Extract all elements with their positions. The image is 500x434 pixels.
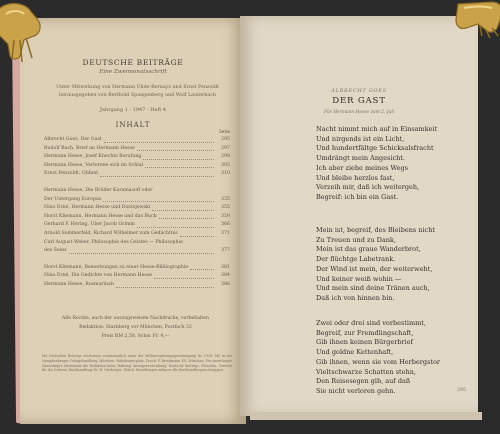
toc-entry-title: Ernst Penzoldt, Olifant: [44, 171, 99, 177]
toc-entry: [44, 281, 230, 290]
toc-leader-dots: [154, 278, 214, 279]
toc-entry: [44, 221, 230, 230]
toc-entry-title: Horst Kliemann, Hermann Hesse und das Buch: [44, 213, 157, 219]
gold-hand-clip-icon: [0, 0, 58, 64]
rights-block: [48, 314, 223, 341]
poem-line: Mein ist das graue Wanderbrot,: [316, 245, 421, 254]
toc-entry-title: Carl August Weber, Philosophie des Geistes — Philosophie: [44, 239, 183, 245]
toc-entry: [44, 153, 230, 162]
toc-entry: [44, 239, 230, 248]
toc-group: [44, 136, 230, 179]
toc-entry: [44, 196, 230, 205]
toc-entry: [44, 162, 230, 171]
toc-entry-page: 335: [221, 196, 230, 202]
poem-line: Gib ihnen keinen Bürgerbrief: [316, 338, 413, 347]
page-number: 295: [457, 388, 466, 393]
journal-subtitle: Eine Zweimonatsschrift: [99, 69, 167, 75]
toc-entry-page: 299: [221, 154, 230, 160]
right-page: [240, 16, 478, 416]
poem-author: ALBRECHT GOES: [331, 88, 387, 94]
gold-hand-clip-icon: [452, 0, 500, 40]
toc-group: [44, 187, 230, 256]
poem-line: Der flüchtge Labetrank.: [316, 255, 396, 264]
poem-line: Gib ihnen, wenn sie vom Herbergstor: [316, 357, 440, 366]
toc-entry-title: Hermann Hesse, Josef Knechts Berufung: [44, 154, 142, 160]
toc-entry-page: 305: [221, 162, 230, 168]
toc-entry: [44, 230, 230, 239]
page-stack-edge: [250, 412, 482, 420]
toc-leader-dots: [152, 210, 214, 211]
poem-line: Ich aber ziehe meines Wegs: [316, 163, 408, 172]
poem-line: Und keiner weiß wohin —: [316, 274, 402, 283]
poem-line: Daß ich von hinnen bin.: [316, 293, 395, 302]
poem-line: Begreif, zur Fremdlingschaft,: [316, 328, 414, 337]
poem-line: Vieltschwarze Schatten stehn,: [316, 367, 416, 376]
toc-leader-dots: [145, 167, 214, 168]
toc-entry: [44, 145, 230, 154]
toc-leader-dots: [69, 253, 214, 254]
rights-line: Alle Rechte, auch der auszugsweisen Nachdrucks, vorbehalten: [62, 316, 209, 321]
poem-title: DER GAST: [332, 96, 386, 106]
toc-leader-dots: [137, 227, 214, 228]
poem-line: Mein ist, begreif, des Bleibens nicht: [316, 226, 435, 234]
poem-line: Verzeih mir, daß ich weitergeh,: [316, 183, 420, 192]
toc-entry-title: Hermann Hesse, Die Brüder Karamasoff oder: [44, 187, 153, 193]
toc-entry: [44, 264, 230, 273]
toc-entry-page: 297: [221, 145, 230, 151]
poem-line: Und mein sind deine Tränen auch,: [316, 284, 430, 293]
poem-line: Und hundertfältge Schicksalsfracht: [316, 144, 434, 153]
toc-group: [44, 264, 230, 290]
toc-entry: [44, 187, 230, 196]
toc-entry-page: 386: [221, 281, 230, 287]
poem-line: Und bleibe herzlos fast,: [316, 173, 395, 182]
toc-entry: [44, 136, 230, 145]
editors: [50, 84, 225, 100]
toc-entry-title: Hermann Hesse, Rosmarinah: [44, 281, 114, 287]
poem-line: Nacht nimmt mich auf in Einsamkeit: [316, 125, 438, 133]
toc-entry-title: Nino Erné, Hermann Hesse und Dostojewski: [44, 205, 151, 211]
journal-title: DEUTSCHE BEITRÄGE: [82, 58, 184, 67]
poem-stanza: [316, 319, 440, 397]
toc-entry-title: des Seins: [44, 248, 67, 254]
toc-entry: [44, 272, 230, 281]
toc-entry: [44, 247, 230, 256]
toc-entry-title: Rudolf Bach, Brief an Hermann Hesse: [44, 145, 135, 151]
poem-line: Und goldne Kettenhaft,: [316, 348, 394, 357]
toc-entry-title: Der Untergang Europas: [44, 196, 102, 202]
toc-column-heading: Seite: [218, 130, 230, 135]
toc-entry-title: Arnold Sommerfeld, Richard Wilhelmer zum Gedächtnis: [44, 230, 178, 236]
toc-entry: [44, 204, 230, 213]
toc-entry-page: 381: [221, 264, 230, 270]
toc-entry-title: Hermann Hesse, Verlorene sich im Schlaf: [44, 162, 144, 168]
table-of-contents: [44, 130, 230, 290]
toc-leader-dots: [116, 287, 214, 288]
toc-leader-dots: [180, 236, 214, 237]
editors-line: Unter Mitwirkung von Hermann Uhde-Bernays und Ernst Penzoldt: [56, 85, 219, 90]
toc-entry-title: Nino Erné, Die Gedichte von Hermann Hesse: [44, 273, 152, 279]
toc-entry-title: Horst Kliemann, Bemerkungen zu einer Hesse-Bibliographie: [44, 264, 189, 270]
poem-dedication: Für Hermann Hesse zum 2. Juli: [323, 110, 395, 115]
toc-entry-page: 359: [221, 213, 230, 219]
toc-entry: [44, 213, 230, 222]
toc-leader-dots: [100, 176, 214, 177]
toc-entry-page: 355: [221, 205, 230, 211]
editors-line: herausgegeben von Berthold Spangenberg und Wolf Lauterbach: [59, 92, 216, 98]
poem-stanza: [316, 226, 435, 304]
toc-leader-dots: [190, 269, 214, 270]
poem-stanza: [316, 125, 437, 203]
toc-leader-dots: [137, 150, 214, 151]
price-line: Preis RM 2,50, Schw. Fr. 4,—: [101, 334, 170, 339]
address-line: Redaktion: Starnberg vor München, Postfach 32: [79, 325, 192, 330]
poem-line: Begreif: ich bin ein Gast.: [316, 192, 399, 201]
toc-entry-page: 377: [221, 248, 230, 254]
contents-heading: INHALT: [115, 121, 151, 129]
poem-line: Umdrängt mein Angesicht.: [316, 154, 405, 163]
left-page: [20, 18, 246, 424]
toc-entry-title: Albrecht Goes, Der Gast: [44, 137, 102, 142]
imprint-footnote: Die Deutschen Beiträge erscheinen zweimonatlich unter der Militärregierungsgenehmigung Nr. US-E 149 in der Nymphenburger Verlagshandlung, München, Habsburgerplatz. Druck: F. Bruckmann KG, München. Für unverlangte Manuskripte übernimmt die Redaktion keine Haftung. Anzeigenverwaltung: Deutsche Beiträge, München. Vertrieb für die Schweiz: Buchhandlung Dr. H. Girsberger, Zürich. Bestellungen nehmen alle Buchhandlungen entgegen.: [42, 354, 232, 373]
toc-entry-page: 371: [221, 230, 230, 236]
toc-entry-page: 384: [221, 273, 230, 279]
issue-line: Jahrgang 1 · 1947 · Heft 4: [99, 107, 167, 113]
poem-line: Sie nicht verloren gehn.: [316, 386, 396, 395]
toc-leader-dots: [104, 142, 214, 143]
toc-entry-title: Gerhard F. Hering, Über Jacob Grimm: [44, 222, 135, 228]
toc-leader-dots: [159, 218, 214, 219]
toc-entry-page: 366: [221, 222, 230, 228]
poem-line: Der Wind ist mein, der weiterweht,: [316, 264, 433, 273]
toc-leader-dots: [143, 159, 214, 160]
poem-line: Zwei oder drei sind vorbestimmt,: [316, 319, 426, 327]
poem-line: Zu Treuen und zu Dank,: [316, 235, 396, 244]
toc-entry: [44, 170, 230, 179]
toc-entry-page: 295: [221, 137, 230, 142]
toc-entry-page: 310: [221, 171, 230, 177]
poem-line: Und nirgends ist ein Licht,: [316, 134, 405, 143]
toc-leader-dots: [103, 201, 214, 202]
poem-line: Den Reisesegen gib, auf daß: [316, 377, 411, 386]
